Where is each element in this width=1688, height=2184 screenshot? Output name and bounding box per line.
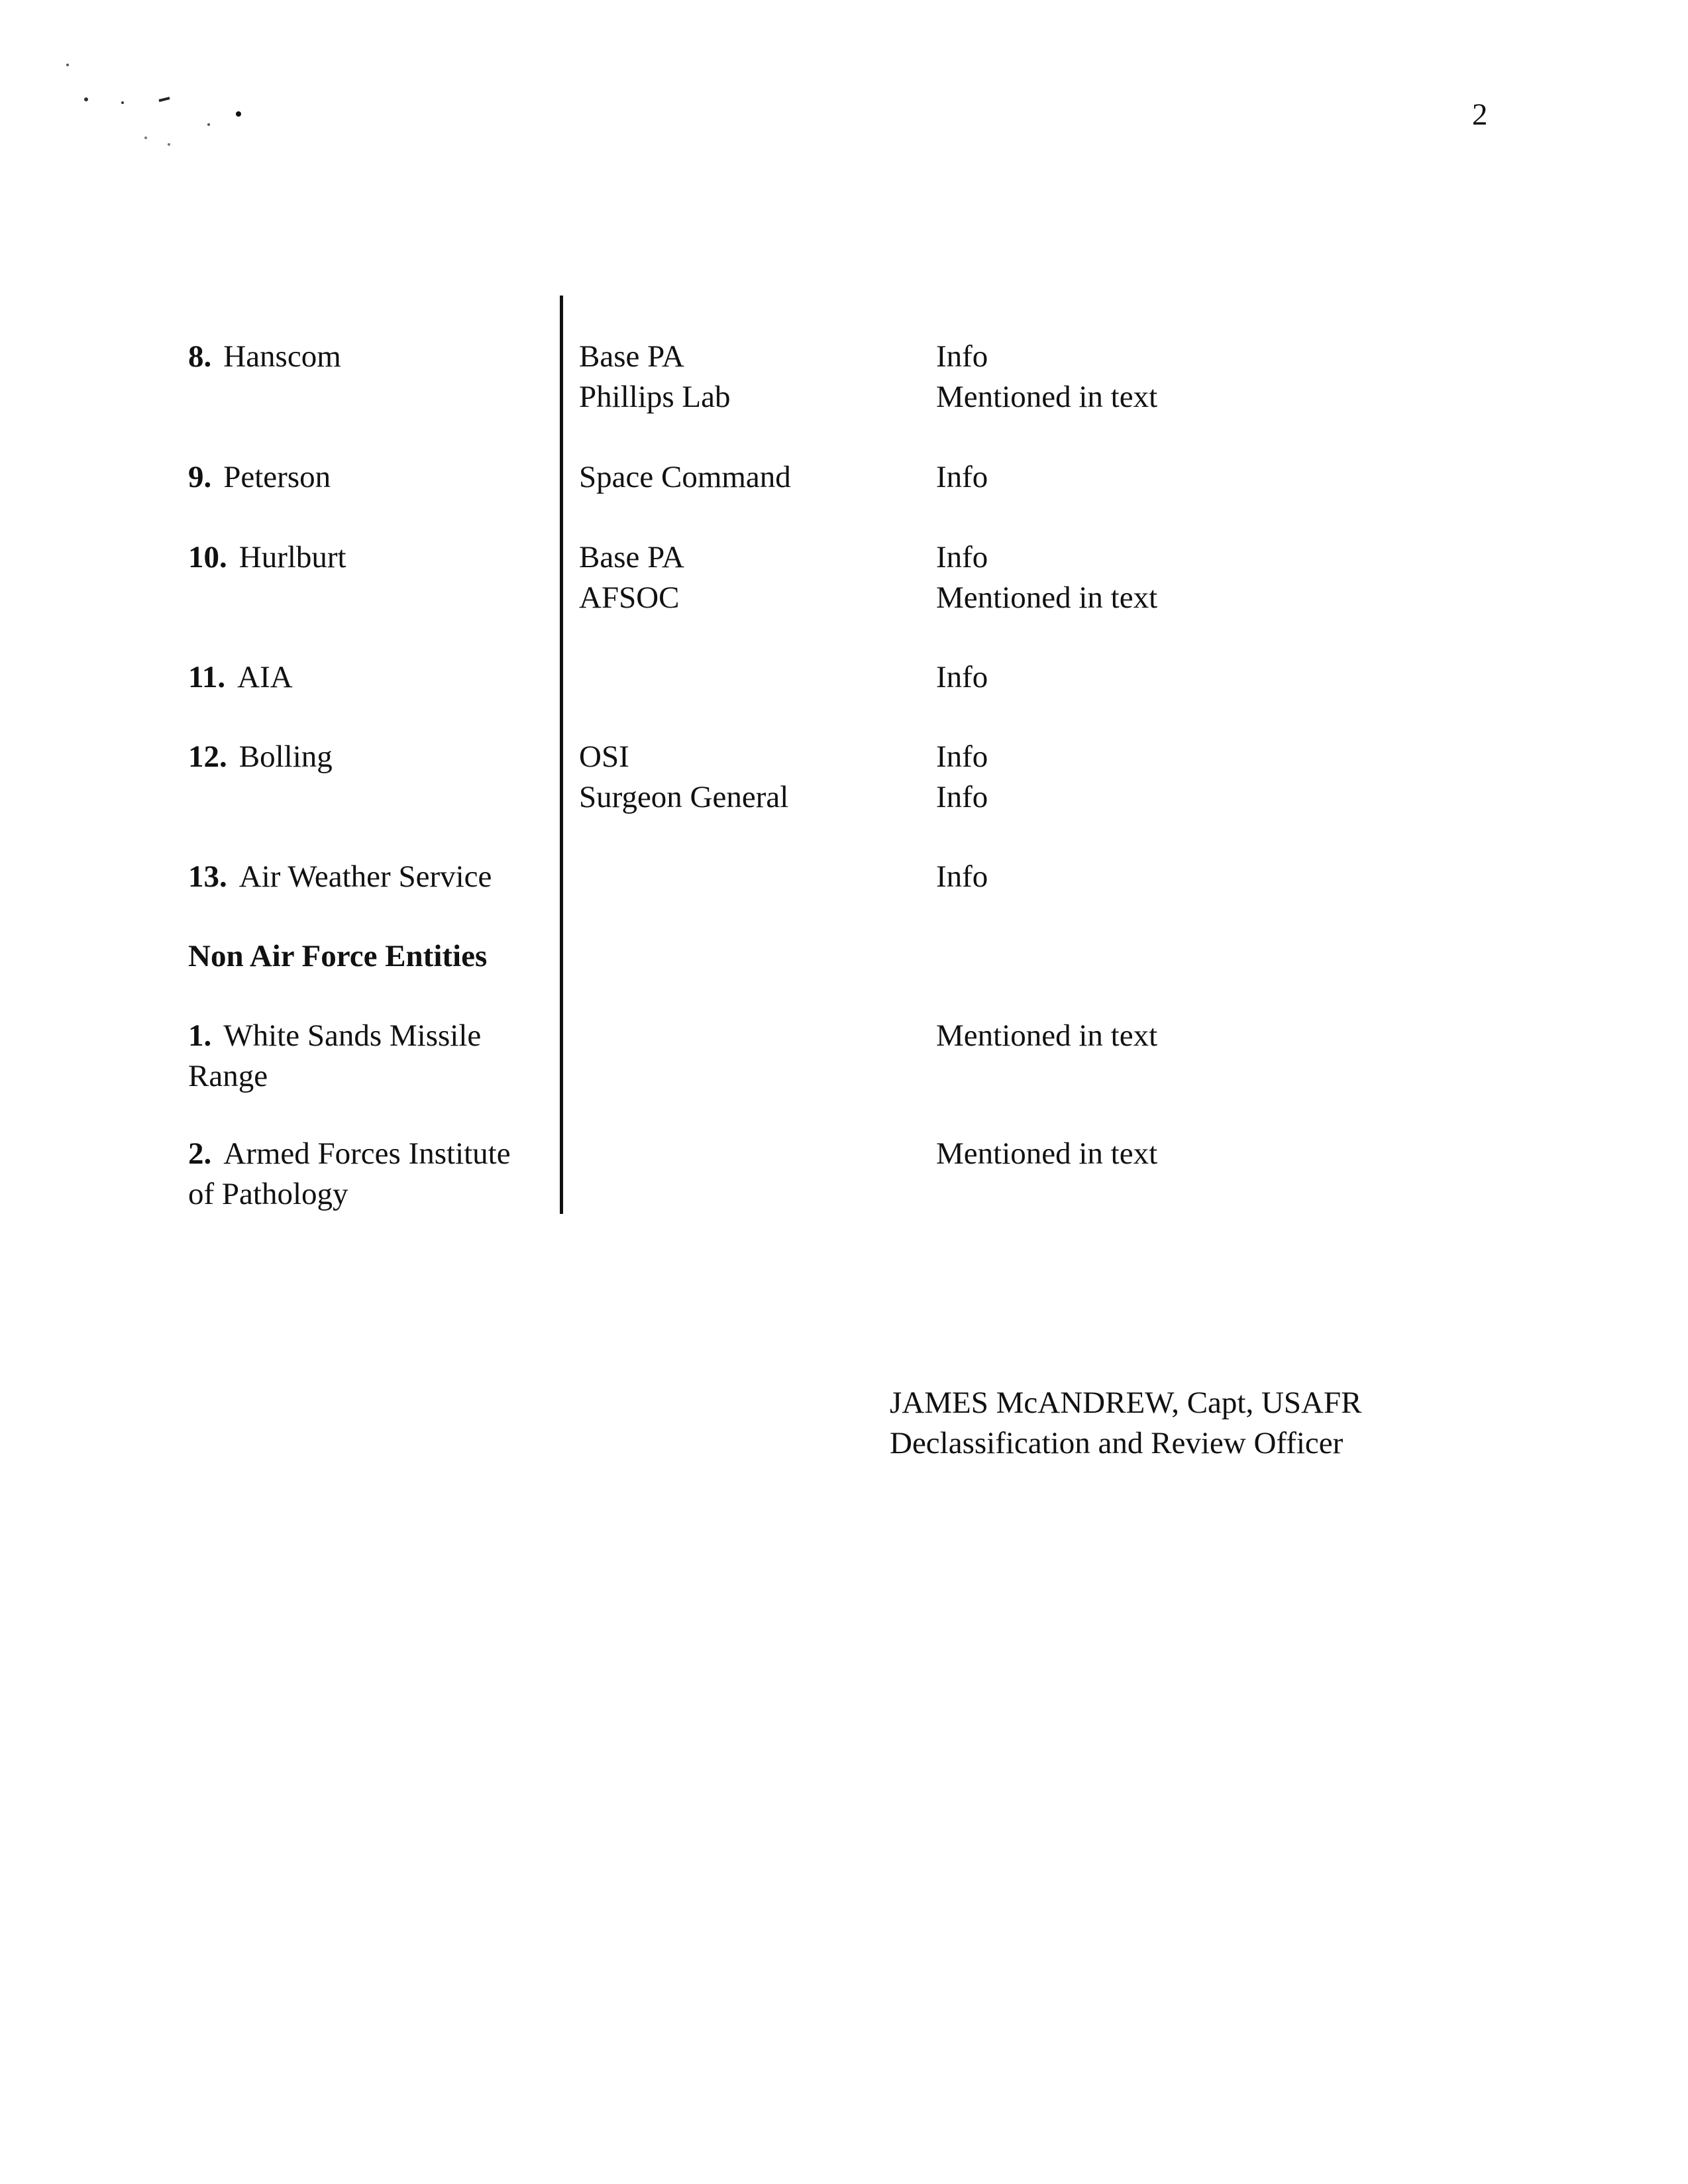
row-label: Hurlburt — [238, 540, 346, 574]
row-label: AIA — [237, 660, 293, 694]
row-number: 10. — [188, 540, 227, 574]
status-cell: Mentioned in text — [936, 580, 1158, 615]
row-number: 12. — [188, 739, 227, 774]
office-cell: Phillips Lab — [579, 380, 731, 414]
office-cell: Surgeon General — [579, 780, 789, 814]
table-row-name — [188, 337, 341, 377]
status-cell: Mentioned in text — [936, 1018, 1158, 1053]
office-cell: Space Command — [579, 460, 791, 494]
row-label: Bolling — [238, 739, 333, 774]
office-cell: Base PA — [579, 339, 684, 374]
row-label-continued: of Pathology — [188, 1177, 348, 1211]
table-divider — [560, 296, 563, 1214]
row-label: Armed Forces Institute — [223, 1136, 511, 1171]
table-row-name — [188, 1016, 481, 1056]
table-row-name — [188, 537, 346, 578]
table-row-name — [188, 857, 492, 897]
table-row-name — [188, 657, 293, 698]
row-number: 2. — [188, 1136, 212, 1171]
status-cell: Info — [936, 660, 988, 694]
office-cell: OSI — [579, 739, 629, 774]
row-number: 1. — [188, 1018, 212, 1053]
row-label: White Sands Missile — [223, 1018, 482, 1053]
status-cell: Info — [936, 739, 988, 774]
row-label-continued: Range — [188, 1059, 268, 1093]
status-cell: Info — [936, 339, 988, 374]
office-cell: AFSOC — [579, 580, 680, 615]
status-cell: Info — [936, 460, 988, 494]
office-cell: Base PA — [579, 540, 684, 574]
status-cell: Info — [936, 859, 988, 894]
table-row-name — [188, 1134, 511, 1174]
signature-name: JAMES McANDREW, Capt, USAFR — [890, 1386, 1362, 1420]
table-row-name — [188, 737, 333, 777]
status-cell: Info — [936, 780, 988, 814]
status-cell: Mentioned in text — [936, 380, 1158, 414]
row-label: Air Weather Service — [238, 859, 492, 894]
row-number: 11. — [188, 660, 226, 694]
signature-block — [890, 1383, 1361, 1464]
signature-title: Declassification and Review Officer — [890, 1426, 1344, 1460]
row-number: 13. — [188, 859, 227, 894]
row-number: 9. — [188, 460, 212, 494]
row-number: 8. — [188, 339, 212, 374]
status-cell: Info — [936, 540, 988, 574]
page-number: 2 — [1472, 97, 1488, 132]
row-label: Hanscom — [223, 339, 341, 374]
status-cell: Mentioned in text — [936, 1136, 1158, 1171]
scan-specks — [60, 53, 258, 159]
table-row-name — [188, 457, 331, 498]
row-label: Peterson — [223, 460, 331, 494]
section-heading: Non Air Force Entities — [188, 939, 488, 973]
